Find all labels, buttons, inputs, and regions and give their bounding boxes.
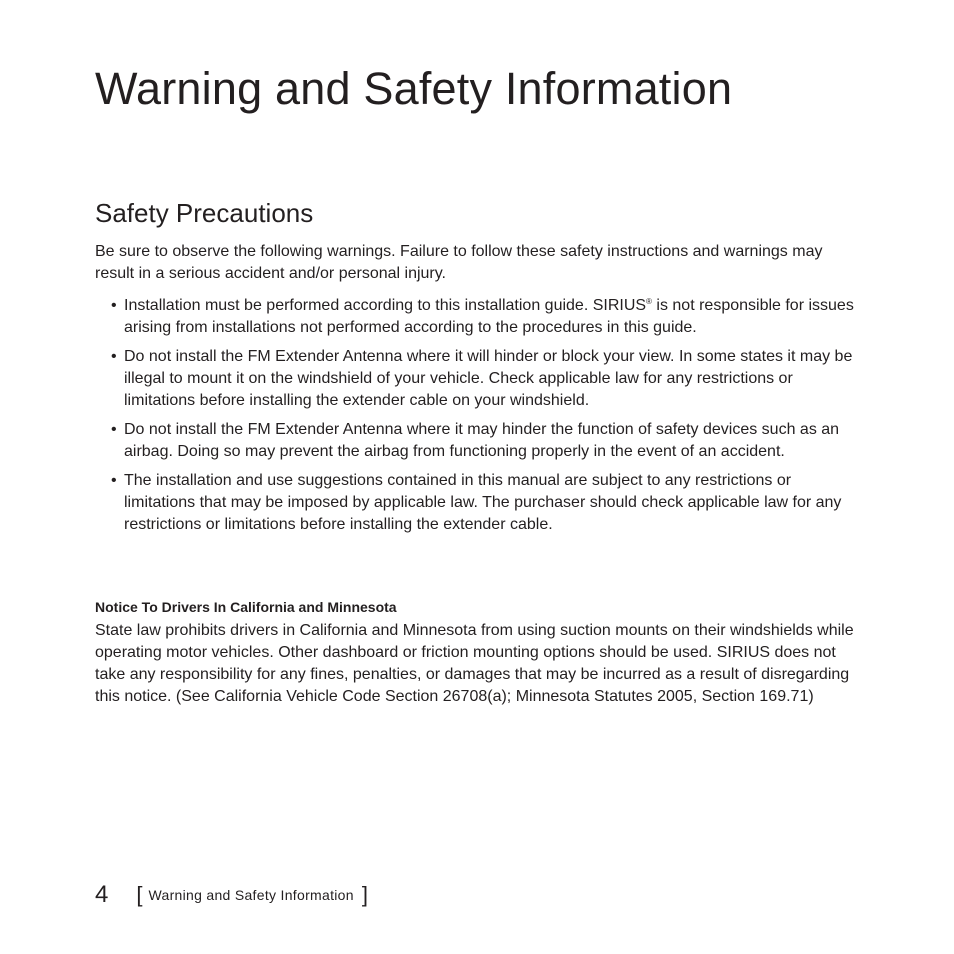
footer-section-label: Warning and Safety Information — [148, 887, 354, 903]
page-footer — [95, 878, 368, 912]
bullet-text: The installation and use suggestions contained in this manual are subject to any restrictions or limitations that may be imposed by applicable law. The purchaser should check applicable law for any restrictions or limitations before installing the extender cable. — [124, 472, 842, 533]
bullet-text: Do not install the FM Extender Antenna where it will hinder or block your view. In some states it may be illegal to mount it on the windshield of your vehicle. Check applicable law for any restrictions or limitations before installing the extender cable on your windshield. — [124, 348, 853, 409]
notice-paragraph: State law prohibits drivers in California and Minnesota from using suction mounts on their windshields while operating motor vehicles. Other dashboard or friction mounting options should be used. SIRIUS does not take any responsibility for any fines, penalties, or damages that may be incurred as a result of disregarding this notice. (See California Vehicle Code Section 26708(a); Minnesota Statutes 2005, Section 169.71) — [95, 622, 854, 705]
safety-intro-paragraph: Be sure to observe the following warnings. Failure to follow these safety instructions and warnings may result in a serious accident and/or personal injury. — [95, 243, 823, 282]
notice-heading: Notice To Drivers In California and Minnesota — [95, 599, 397, 615]
safety-precautions-heading: Safety Precautions — [95, 198, 314, 228]
registered-mark: ® — [646, 297, 652, 306]
page-title: Warning and Safety Information — [95, 63, 733, 114]
bullet-icon: • — [111, 472, 117, 489]
safety-bullet-list — [95, 295, 860, 543]
bullet-icon: • — [111, 421, 117, 438]
footer-open-bracket: [ — [136, 882, 143, 907]
page-number: 4 — [95, 881, 109, 908]
bullet-text: Do not install the FM Extender Antenna where it may hinder the function of safety devices such as an airbag. Doing so may prevent the airbag from functioning properly in the event of an accident. — [124, 421, 840, 460]
bullet-icon: • — [111, 297, 117, 314]
bullet-text — [124, 297, 854, 336]
bullet-item-applicable-law — [95, 470, 860, 536]
bullet-text-before: Installation must be performed according to this installation guide. SIRIUS — [124, 297, 647, 314]
bullet-text-after: is not responsible for issues arising from installations not performed according to the procedures in this guide. — [124, 297, 854, 336]
bullet-item-installation-guide — [95, 295, 860, 339]
bullet-item-airbag — [95, 419, 860, 463]
footer-close-bracket: ] — [361, 882, 368, 907]
bullet-item-view-obstruction — [95, 346, 860, 412]
bullet-icon: • — [111, 348, 117, 365]
